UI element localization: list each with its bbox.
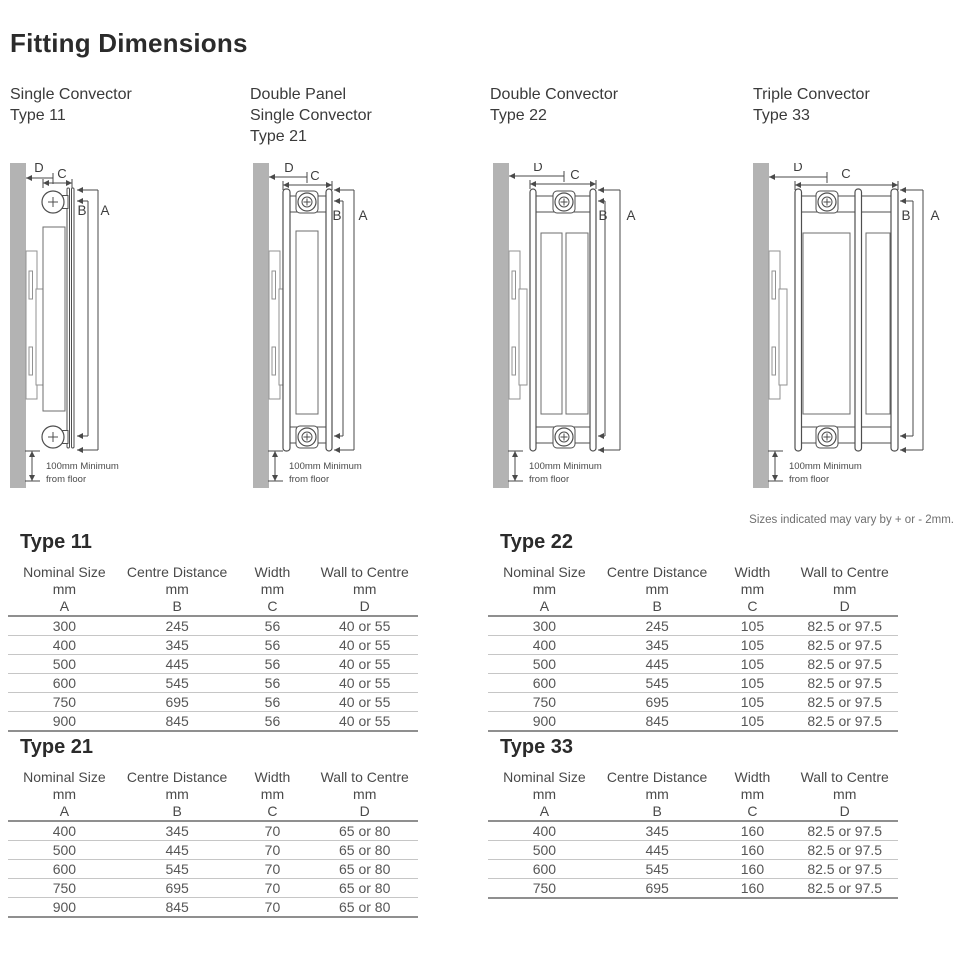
column-header-unit: mm <box>833 786 857 802</box>
table-cell: 82.5 or 97.5 <box>807 880 883 896</box>
table-cell: 70 <box>264 880 281 896</box>
variance-note: Sizes indicated may vary by + or - 2mm. <box>749 514 954 526</box>
table-cell: 845 <box>645 713 669 729</box>
column-header-unit: mm <box>260 786 285 802</box>
table-cell: 82.5 or 97.5 <box>807 675 883 691</box>
wall <box>253 163 269 488</box>
valve-top <box>296 191 318 213</box>
dimensions-table <box>8 767 418 918</box>
column-header-unit: mm <box>532 786 557 802</box>
table-cell: 70 <box>264 899 281 915</box>
table-row <box>488 655 898 674</box>
table-cell: 845 <box>165 899 189 915</box>
table-cell: 82.5 or 97.5 <box>807 618 883 634</box>
table-row <box>8 655 418 674</box>
dim-b <box>598 198 608 439</box>
radiator-panel <box>891 189 898 451</box>
column-header-label: Nominal Size <box>503 769 586 785</box>
column-header-unit: mm <box>833 581 857 597</box>
svg-text:from floor: from floor <box>289 474 330 485</box>
table-cell: 160 <box>740 823 765 839</box>
svg-text:D: D <box>533 163 543 174</box>
table-cell: 345 <box>165 637 189 653</box>
column-header-letter: B <box>652 803 662 819</box>
wall <box>493 163 509 488</box>
page-title: Fitting Dimensions <box>10 28 248 58</box>
dim-d <box>269 163 307 183</box>
radiator-panel <box>326 189 332 451</box>
table-cell: 70 <box>264 842 281 858</box>
radiator-panel <box>530 189 536 451</box>
svg-text:from floor: from floor <box>789 474 830 485</box>
column-header-letter: D <box>839 598 850 614</box>
table-cell: 65 or 80 <box>339 899 391 915</box>
table-cell: 300 <box>52 618 77 634</box>
table-cell: 105 <box>740 675 765 691</box>
diagram-title-type33 <box>753 84 870 126</box>
table-cell: 750 <box>532 880 557 896</box>
svg-text:A: A <box>358 208 368 223</box>
column-header-unit: mm <box>353 786 377 802</box>
column-header-letter: C <box>267 598 278 614</box>
table-cell: 56 <box>264 656 281 672</box>
svg-text:100mm Minimum: 100mm Minimum <box>529 461 602 472</box>
column-header-unit: mm <box>532 581 557 597</box>
table-row <box>488 636 898 655</box>
diagram-title-line: Type 33 <box>753 107 810 124</box>
table-title: Type 33 <box>500 736 573 758</box>
floor-clearance <box>268 451 362 485</box>
column-header-unit: mm <box>740 581 765 597</box>
table-cell: 545 <box>645 675 669 691</box>
svg-text:B: B <box>77 203 87 218</box>
dim-c <box>795 166 898 190</box>
table-cell: 56 <box>264 694 281 710</box>
table-cell: 56 <box>264 675 281 691</box>
column-header-letter: C <box>747 598 758 614</box>
table-cell: 695 <box>645 694 669 710</box>
valve-bottom <box>42 426 68 448</box>
table-type33 <box>488 736 898 899</box>
table-cell: 500 <box>532 656 557 672</box>
column-header-unit: mm <box>165 581 189 597</box>
table-cell: 900 <box>52 713 77 729</box>
table-cell: 40 or 55 <box>339 675 391 691</box>
table-cell: 900 <box>52 899 77 915</box>
table-row <box>488 674 898 693</box>
diagram-title-line: Type 11 <box>10 107 66 124</box>
table-row <box>8 616 418 636</box>
column-header-label: Wall to Centre <box>320 769 409 785</box>
table-cell: 105 <box>740 618 765 634</box>
column-header-label: Width <box>734 769 771 785</box>
table-cell: 445 <box>165 656 189 672</box>
column-header-unit: mm <box>52 581 77 597</box>
radiator-front-panel <box>67 188 74 448</box>
column-header-label: Nominal Size <box>23 769 106 785</box>
svg-text:D: D <box>34 163 44 175</box>
table-type21 <box>8 736 418 918</box>
table-cell: 105 <box>740 637 765 653</box>
svg-text:D: D <box>793 163 803 174</box>
table-row <box>8 860 418 879</box>
table-row <box>488 841 898 860</box>
table-cell: 245 <box>165 618 189 634</box>
svg-text:D: D <box>284 163 294 175</box>
table-cell: 750 <box>532 694 557 710</box>
table-row <box>488 860 898 879</box>
table-cell: 345 <box>165 823 189 839</box>
svg-text:A: A <box>626 208 636 223</box>
wall <box>753 163 769 488</box>
table-cell: 82.5 or 97.5 <box>807 823 883 839</box>
table-cell: 160 <box>740 880 765 896</box>
svg-text:B: B <box>332 208 342 223</box>
column-header-label: Centre Distance <box>126 769 228 785</box>
table-row <box>8 898 418 918</box>
table-cell: 40 or 55 <box>339 618 391 634</box>
svg-text:100mm Minimum: 100mm Minimum <box>289 461 362 472</box>
table-cell: 695 <box>165 694 189 710</box>
table-cell: 750 <box>52 880 77 896</box>
table-cell: 500 <box>52 656 77 672</box>
table-cell: 56 <box>264 637 281 653</box>
dim-a <box>598 187 636 453</box>
table-cell: 445 <box>645 842 669 858</box>
svg-text:A: A <box>930 208 940 223</box>
table-row <box>8 841 418 860</box>
table-row <box>488 712 898 732</box>
table-cell: 300 <box>532 618 557 634</box>
table-cell: 65 or 80 <box>339 823 391 839</box>
column-header-label: Nominal Size <box>503 564 586 580</box>
diagram-title-type22 <box>490 84 618 126</box>
wall <box>10 163 26 488</box>
table-cell: 105 <box>740 656 765 672</box>
table-cell: 500 <box>52 842 77 858</box>
floor-clearance <box>768 451 862 485</box>
table-title: Type 22 <box>500 531 573 553</box>
table-cell: 345 <box>645 823 669 839</box>
table-cell: 400 <box>52 637 77 653</box>
column-header-unit: mm <box>645 786 669 802</box>
table-cell: 600 <box>532 675 557 691</box>
table-cell: 65 or 80 <box>339 861 391 877</box>
column-header-label: Nominal Size <box>23 564 106 580</box>
dimensions-table <box>488 767 898 899</box>
table-cell: 40 or 55 <box>339 656 391 672</box>
table-cell: 750 <box>52 694 77 710</box>
valve-bottom <box>296 426 318 448</box>
table-row <box>8 636 418 655</box>
column-header-unit: mm <box>165 786 189 802</box>
convector-fin <box>566 233 588 414</box>
column-header-unit: mm <box>645 581 669 597</box>
valve-top <box>42 191 68 213</box>
table-cell: 400 <box>532 823 557 839</box>
column-header-label: Wall to Centre <box>800 769 889 785</box>
diagram-title-line: Double Panel <box>250 86 347 103</box>
diagram-title-line: Triple Convector <box>753 86 870 103</box>
valve-top <box>553 191 575 213</box>
svg-text:C: C <box>310 168 320 183</box>
table-row <box>8 712 418 732</box>
column-header-label: Centre Distance <box>606 769 708 785</box>
wall-bracket <box>769 251 787 399</box>
table-cell: 600 <box>532 861 557 877</box>
dim-a <box>900 187 940 453</box>
diagram-type11 <box>10 163 230 498</box>
svg-text:C: C <box>841 166 851 181</box>
diagram-title-line: Type 22 <box>490 107 547 124</box>
table-cell: 105 <box>740 694 765 710</box>
radiator-panel <box>855 189 862 451</box>
diagram-title-line: Double Convector <box>490 86 619 103</box>
table-cell: 56 <box>264 713 281 729</box>
table-cell: 70 <box>264 823 281 839</box>
convector-fin <box>803 233 850 414</box>
convector-fin <box>541 233 562 414</box>
svg-text:B: B <box>598 208 608 223</box>
radiator-panel <box>283 189 290 451</box>
table-cell: 82.5 or 97.5 <box>807 637 883 653</box>
table-cell: 845 <box>165 713 189 729</box>
column-header-label: Width <box>254 564 291 580</box>
table-row <box>488 821 898 841</box>
diagram-type33 <box>753 163 953 498</box>
table-cell: 545 <box>645 861 669 877</box>
table-cell: 445 <box>165 842 189 858</box>
table-cell: 82.5 or 97.5 <box>807 861 883 877</box>
table-cell: 600 <box>52 675 77 691</box>
table-cell: 40 or 55 <box>339 637 391 653</box>
dim-c <box>43 166 72 188</box>
table-cell: 82.5 or 97.5 <box>807 842 883 858</box>
dimensions-table <box>488 562 898 732</box>
column-header-unit: mm <box>353 581 377 597</box>
table-cell: 245 <box>645 618 669 634</box>
floor-clearance <box>508 451 602 485</box>
convector-fin <box>866 233 890 414</box>
diagram-title-type11 <box>10 84 132 126</box>
valve-bottom <box>553 426 575 448</box>
column-header-unit: mm <box>52 786 77 802</box>
diagram-title-type21 <box>250 84 372 147</box>
column-header-letter: D <box>839 803 850 819</box>
table-type22 <box>488 531 898 732</box>
column-header-letter: A <box>539 598 550 614</box>
dim-a <box>77 187 110 453</box>
table-cell: 40 or 55 <box>339 694 391 710</box>
column-header-letter: D <box>359 598 370 614</box>
column-header-label: Width <box>254 769 291 785</box>
diagram-title-line: Single Convector <box>250 107 372 124</box>
table-cell: 400 <box>52 823 77 839</box>
diagram-title-line: Type 21 <box>250 128 307 145</box>
table-cell: 160 <box>740 861 765 877</box>
radiator-panel <box>795 189 802 451</box>
table-cell: 345 <box>645 637 669 653</box>
dim-b <box>900 198 913 439</box>
radiator-panel <box>590 189 596 451</box>
diagram-type21 <box>253 163 483 498</box>
table-cell: 105 <box>740 713 765 729</box>
column-header-label: Centre Distance <box>606 564 708 580</box>
table-row <box>8 693 418 712</box>
diagram-type22 <box>493 163 723 498</box>
table-cell: 160 <box>740 842 765 858</box>
table-title: Type 11 <box>20 531 92 553</box>
dim-a <box>334 187 368 453</box>
table-cell: 500 <box>532 842 557 858</box>
column-header-letter: B <box>652 598 662 614</box>
table-cell: 56 <box>264 618 281 634</box>
table-row <box>488 879 898 899</box>
column-header-letter: C <box>267 803 278 819</box>
column-header-letter: B <box>172 803 182 819</box>
table-row <box>488 616 898 636</box>
svg-text:from floor: from floor <box>46 474 87 485</box>
table-cell: 40 or 55 <box>339 713 391 729</box>
table-cell: 70 <box>264 861 281 877</box>
table-cell: 695 <box>645 880 669 896</box>
table-cell: 82.5 or 97.5 <box>807 713 883 729</box>
table-cell: 545 <box>165 861 189 877</box>
svg-text:B: B <box>901 208 911 223</box>
convector-fin <box>296 231 318 414</box>
table-row <box>8 821 418 841</box>
svg-text:C: C <box>570 167 580 182</box>
diagram-title-line: Single Convector <box>10 86 132 103</box>
column-header-label: Wall to Centre <box>320 564 409 580</box>
table-cell: 82.5 or 97.5 <box>807 656 883 672</box>
table-row <box>488 693 898 712</box>
column-header-label: Centre Distance <box>126 564 228 580</box>
table-title: Type 21 <box>20 736 93 758</box>
table-cell: 545 <box>165 675 189 691</box>
svg-text:from floor: from floor <box>529 474 570 485</box>
column-header-letter: C <box>747 803 758 819</box>
column-header-letter: A <box>59 598 70 614</box>
svg-text:100mm Minimum: 100mm Minimum <box>46 461 119 472</box>
table-row <box>8 674 418 693</box>
table-type11 <box>8 531 418 732</box>
column-header-letter: A <box>539 803 550 819</box>
floor-clearance <box>25 451 119 485</box>
valve-top <box>816 191 838 213</box>
table-row <box>8 879 418 898</box>
column-header-letter: D <box>359 803 370 819</box>
dim-b <box>77 198 88 439</box>
svg-text:100mm Minimum: 100mm Minimum <box>789 461 862 472</box>
radiator-body <box>43 227 65 411</box>
wall-bracket <box>26 251 44 399</box>
column-header-letter: B <box>172 598 182 614</box>
dim-b <box>332 198 343 439</box>
valve-bottom <box>816 426 838 448</box>
table-cell: 600 <box>52 861 77 877</box>
column-header-label: Wall to Centre <box>800 564 889 580</box>
dim-d <box>509 163 564 182</box>
table-cell: 65 or 80 <box>339 880 391 896</box>
column-header-unit: mm <box>260 581 285 597</box>
table-cell: 400 <box>532 637 557 653</box>
table-cell: 695 <box>165 880 189 896</box>
svg-text:A: A <box>100 203 110 218</box>
column-header-unit: mm <box>740 786 765 802</box>
column-header-label: Width <box>734 564 771 580</box>
svg-text:C: C <box>57 166 67 181</box>
table-cell: 82.5 or 97.5 <box>807 694 883 710</box>
table-cell: 445 <box>645 656 669 672</box>
table-cell: 900 <box>532 713 557 729</box>
wall-bracket <box>509 251 527 399</box>
dimensions-table <box>8 562 418 732</box>
column-header-letter: A <box>59 803 70 819</box>
dim-d <box>769 163 827 183</box>
table-cell: 65 or 80 <box>339 842 391 858</box>
